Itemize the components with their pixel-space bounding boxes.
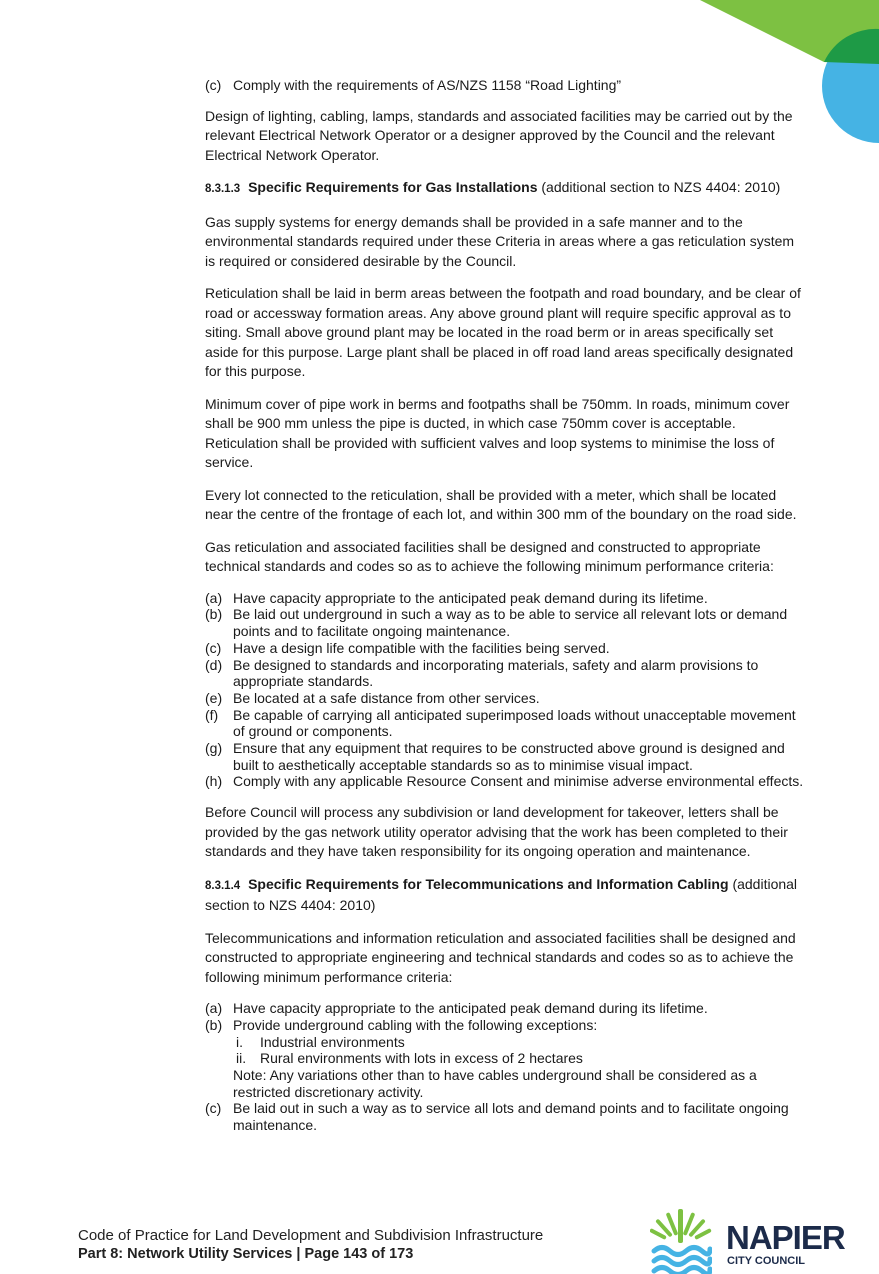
list-marker: (a) [205,589,223,606]
section-suffix: (additional section to NZS 4404: 2010) [205,875,798,914]
list-item-text: Be laid out underground in such a way as to be able to service all relevant lots or demand points and to facilitate ongoing maintenance. [233,606,788,640]
sub-list-item-text: Rural environments with lots in excess of 2 hectares [260,1050,583,1067]
section-heading-telecom [205,875,805,916]
section-number: 8.3.1.3 [205,183,241,196]
list-item [205,606,805,639]
napier-logo [650,1207,860,1274]
paragraph: Every lot connected to the reticulation, shall be provided with a meter, which shall be located near the centre of the frontage of each lot, and within 300 mm of the boundary on the road side. [205,486,797,523]
sub-list-item-text: Industrial environments [260,1033,405,1050]
sub-list-marker: i. [236,1033,243,1050]
list-marker: (d) [205,656,223,673]
list-item-text: Be designed to standards and incorporating materials, safety and alarm provisions to appropriate standards. [233,656,759,690]
document-body [205,77,805,1147]
list-marker: (a) [205,1000,223,1017]
paragraph-closing: Before Council will process any subdivision or land development for takeover, letters shall be provided by the gas network utility operator advising that the work has been completed to their standards and they have taken responsibility for its ongoing operation and maintenance. [205,804,788,860]
logo-name: NAPIER [726,1219,845,1256]
telecom-criteria-list [205,1000,805,1134]
section-title: Specific Requirements for Gas Installations [248,179,538,196]
list-item-text: Have capacity appropriate to the anticipated peak demand during its lifetime. [233,1000,708,1017]
list-item-text: Ensure that any equipment that requires to be constructed above ground is designed and built to aesthetically acceptable standards so as to minimise visual impact. [233,740,785,773]
list-item [205,1100,805,1133]
logo-subtitle: CITY COUNCIL [727,1255,806,1267]
napier-logo-icon [650,1207,712,1274]
list-item [205,590,805,607]
gas-criteria-list [205,590,805,790]
list-item-text: Comply with any applicable Resource Consent and minimise adverse environmental effects. [233,773,804,790]
sub-list-item [233,1034,805,1051]
section-title: Specific Requirements for Telecommunications and Information Cabling [248,875,729,892]
list-item [205,657,805,690]
list-item-text: Be located at a safe distance from other services. [233,689,540,706]
list-marker: (b) [205,1016,223,1033]
paragraph: Minimum cover of pipe work in berms and footpaths shall be 750mm. In roads, minimum cover shall be 900 mm unless the pipe is ducted, in which case 750mm cover is acceptable. Reticulation shall be provided with sufficient valves and loop systems to minimise the loss of service. [205,395,790,471]
paragraph: Gas supply systems for energy demands shall be provided in a safe manner and to the environmental standards required under these Criteria in areas where a gas reticulation system is required or considered desirable by the Council. [205,213,795,269]
list-marker: (c) [205,77,222,93]
list-item [205,1000,805,1017]
list-item-text: Comply with the requirements of AS/NZS 1158 “Road Lighting” [233,77,622,93]
paragraph: Gas reticulation and associated facilities shall be designed and constructed to appropriate technical standards and codes so as to achieve the following minimum performance criteria: [205,538,774,575]
paragraph-design: Design of lighting, cabling, lamps, standards and associated facilities may be carried out by the relevant Electrical Network Operator or a designer approved by the Council and the relevant Electrical Network Operator. [205,107,793,163]
note-text: Note: Any variations other than to have cables underground shall be considered as a restricted discretionary activity. [233,1066,757,1100]
list-item [205,640,805,657]
page-footer [78,1226,598,1264]
footer-page-info: Part 8: Network Utility Services | Page 143 of 173 [78,1246,414,1262]
sub-list-item [233,1050,805,1067]
list-item [205,1017,805,1101]
list-marker: (f) [205,706,219,723]
list-item-text: Be capable of carrying all anticipated superimposed loads without unacceptable movement of ground or components. [233,706,796,740]
list-marker: (c) [205,1100,222,1117]
list-item [205,707,805,740]
list-marker: (h) [205,773,223,790]
list-marker: (g) [205,740,223,757]
list-marker: (b) [205,606,223,623]
sub-list-marker: ii. [236,1050,247,1067]
section-suffix: (additional section to NZS 4404: 2010) [541,179,781,196]
list-item [205,740,805,773]
list-item-text: Have a design life compatible with the facilities being served. [233,639,610,656]
paragraph: Telecommunications and information reticulation and associated facilities shall be designed and constructed to appropriate engineering and technical standards and codes so as to achieve the following minimum performance criteria: [205,929,796,985]
list-item-text: Be laid out in such a way as to service all lots and demand points and to facilitate ongoing maintenance. [233,1100,789,1134]
footer-title: Code of Practice for Land Development and Subdivision Infrastructure [78,1227,544,1244]
section-heading-gas [205,178,805,200]
lighting-list [205,77,805,94]
list-marker: (e) [205,689,223,706]
list-item [205,690,805,707]
list-item [205,77,805,94]
paragraph: Reticulation shall be laid in berm areas between the footpath and road boundary, and be clear of road or accessway formation areas. Any above ground plant will require specific approval as to siting. Small above ground plant may be located in the road berm or in areas specifically set aside for this purpose. Large plant shall be placed in off road land areas specifically designated for this purpose. [205,285,801,380]
section-number: 8.3.1.4 [205,879,241,892]
list-marker: (c) [205,639,222,656]
list-item-text: Provide underground cabling with the following exceptions: [233,1016,598,1033]
list-item-text: Have capacity appropriate to the anticipated peak demand during its lifetime. [233,589,708,606]
list-item [205,773,805,790]
